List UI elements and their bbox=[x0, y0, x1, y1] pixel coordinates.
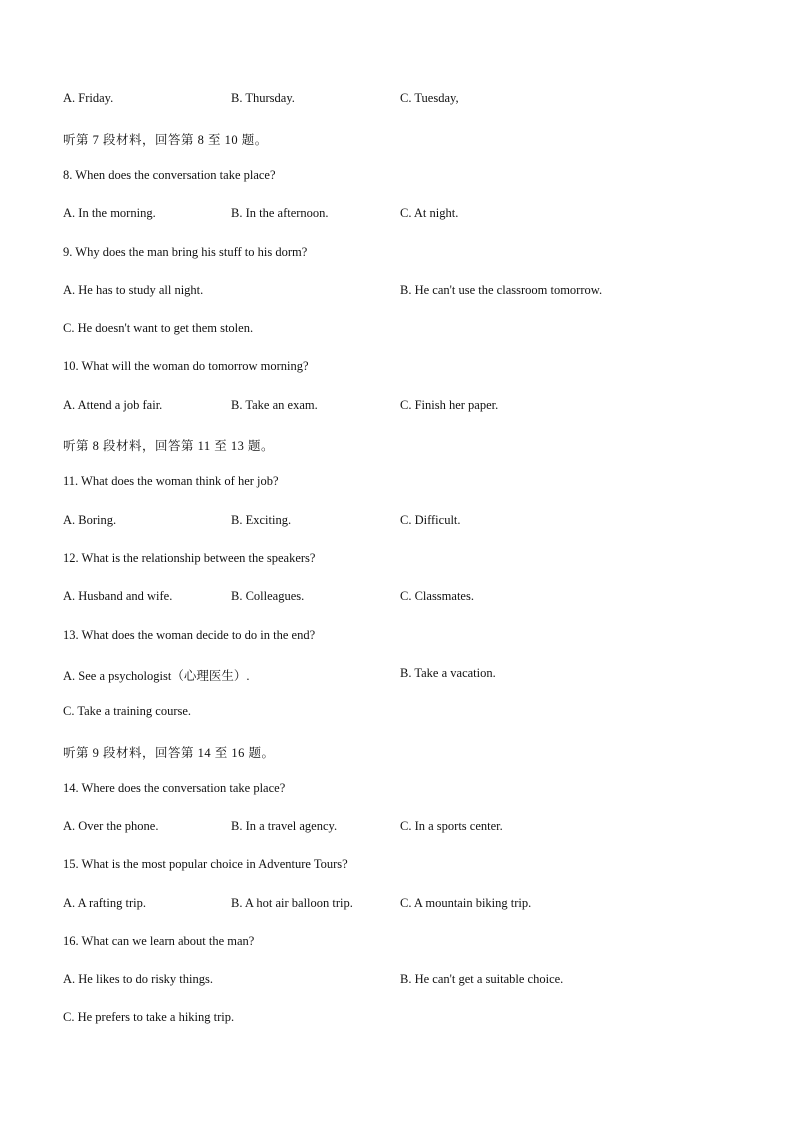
question-11: 11. What does the woman think of her job? bbox=[63, 474, 279, 488]
q9-option-b: B. He can't use the classroom tomorrow. bbox=[400, 283, 603, 297]
q7-option-a: A. Friday. bbox=[63, 91, 114, 105]
q8-option-c: C. At night. bbox=[400, 206, 459, 220]
section-heading-8: 听第 8 段材料，回答第 11 至 13 题。 bbox=[63, 439, 275, 453]
section-heading-9: 听第 9 段材料，回答第 14 至 16 题。 bbox=[63, 746, 275, 760]
q11-option-a: A. Boring. bbox=[63, 513, 117, 527]
q8-option-a: A. In the morning. bbox=[63, 206, 156, 220]
q15-option-b: B. A hot air balloon trip. bbox=[231, 896, 353, 910]
q11-option-c: C. Difficult. bbox=[400, 513, 461, 527]
q12-option-c: C. Classmates. bbox=[400, 589, 474, 603]
q7-option-c: C. Tuesday, bbox=[400, 91, 459, 105]
question-10: 10. What will the woman do tomorrow morning? bbox=[63, 359, 309, 373]
q9-option-c: C. He doesn't want to get them stolen. bbox=[63, 321, 254, 335]
question-16: 16. What can we learn about the man? bbox=[63, 934, 255, 948]
q16-option-c: C. He prefers to take a hiking trip. bbox=[63, 1010, 235, 1024]
q14-option-c: C. In a sports center. bbox=[400, 819, 503, 833]
q16-option-a: A. He likes to do risky things. bbox=[63, 972, 213, 986]
q10-option-b: B. Take an exam. bbox=[231, 398, 318, 412]
q13-option-b: B. Take a vacation. bbox=[400, 666, 496, 680]
q8-option-b: B. In the afternoon. bbox=[231, 206, 329, 220]
q9-option-a: A. He has to study all night. bbox=[63, 283, 204, 297]
q16-option-b: B. He can't get a suitable choice. bbox=[400, 972, 564, 986]
question-12: 12. What is the relationship between the speakers? bbox=[63, 551, 316, 565]
q12-option-a: A. Husband and wife. bbox=[63, 589, 173, 603]
q7-option-b: B. Thursday. bbox=[231, 91, 295, 105]
q10-option-a: A. Attend a job fair. bbox=[63, 398, 163, 412]
q14-option-b: B. In a travel agency. bbox=[231, 819, 338, 833]
q11-option-b: B. Exciting. bbox=[231, 513, 292, 527]
question-8: 8. When does the conversation take place? bbox=[63, 168, 276, 182]
q15-option-a: A. A rafting trip. bbox=[63, 896, 146, 910]
q15-option-c: C. A mountain biking trip. bbox=[400, 896, 532, 910]
question-14: 14. Where does the conversation take place? bbox=[63, 781, 286, 795]
question-9: 9. Why does the man bring his stuff to his dorm? bbox=[63, 245, 308, 259]
q13-option-c: C. Take a training course. bbox=[63, 704, 192, 718]
q14-option-a: A. Over the phone. bbox=[63, 819, 159, 833]
q10-option-c: C. Finish her paper. bbox=[400, 398, 499, 412]
question-13: 13. What does the woman decide to do in the end? bbox=[63, 628, 316, 642]
section-heading-7: 听第 7 段材料，回答第 8 至 10 题。 bbox=[63, 133, 268, 147]
q12-option-b: B. Colleagues. bbox=[231, 589, 305, 603]
question-15: 15. What is the most popular choice in Adventure Tours? bbox=[63, 857, 348, 871]
q13-option-a: A. See a psychologist（心理医生）. bbox=[63, 669, 250, 683]
